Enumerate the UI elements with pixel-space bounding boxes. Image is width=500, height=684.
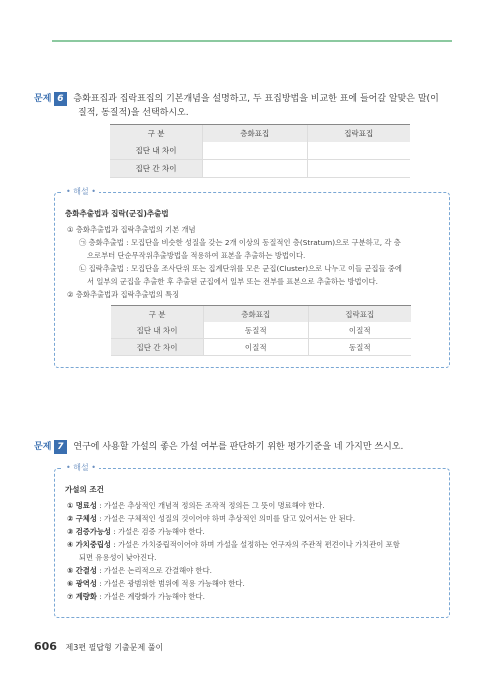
- table-cell: [307, 142, 410, 160]
- table-cell: 집단 내 차이: [110, 142, 203, 160]
- answer-paragraph: 서 일부의 군집을 추출한 후 추출된 군집에서 일부 또는 전부를 표본으로 추출하는 방법이다.: [87, 277, 378, 286]
- answer-paragraph: 으로부터 단순무작위추출방법을 적용하여 표본을 추출하는 방법이다.: [87, 251, 306, 260]
- table-header: 집락표집: [308, 306, 411, 323]
- table-row: [110, 142, 410, 160]
- question-6: [34, 92, 464, 120]
- table-cell: 집단 간 차이: [111, 339, 204, 356]
- question-6-table: [110, 124, 410, 178]
- list-item: ① 명료성 : 가설은 추상적인 개념적 정의든 조작적 정의든 그 뜻이 명료해야 한다.: [67, 501, 325, 510]
- table-header: 집락표집: [307, 125, 410, 143]
- list-item: ⑥ 광역성 : 가설은 광범위한 범위에 적용 가능해야 한다.: [67, 579, 245, 588]
- list-item: ③ 검증가능성 : 가설은 검증 가능해야 한다.: [67, 527, 205, 536]
- answer-6-box: [54, 187, 450, 368]
- table-header: 구 분: [110, 125, 203, 143]
- answer-7-box: [54, 463, 450, 618]
- question-tag: 문제: [34, 442, 52, 452]
- footer-text: 제3편 필답형 기출문제 풀이: [65, 643, 164, 652]
- table-row: [111, 339, 411, 356]
- list-item: ④ 가치중립성 : 가설은 가치중립적이어야 하며 가설을 설정하는 연구자의 주관적 편견이나 가치관이 포함: [67, 540, 400, 549]
- answer-subheading: ② 층화추출법과 집락추출법의 특징: [67, 290, 180, 299]
- table-cell: 동질적: [308, 339, 411, 356]
- answer-title: 가설의 조건: [65, 485, 104, 494]
- table-cell: 이질적: [308, 322, 411, 339]
- list-item: ② 구체성 : 가설은 구체적인 성질의 것이어야 하며 추상적인 의미를 담고 있어서는 안 된다.: [67, 514, 356, 523]
- answer-label: • 해설 •: [63, 186, 99, 197]
- question-number: 7: [54, 440, 66, 454]
- table-cell: [203, 142, 308, 160]
- table-cell: 동질적: [204, 322, 309, 339]
- question-number: 6: [54, 92, 66, 106]
- answer-subheading: ① 층화추출법과 집락추출법의 기본 개념: [67, 225, 196, 234]
- table-cell: 집단 간 차이: [110, 160, 203, 178]
- answer-paragraph: ㉠ 층화추출법 : 모집단을 비슷한 성질을 갖는 2개 이상의 동질적인 층(Stratum)으로 구분하고, 각 층: [79, 238, 401, 247]
- question-tag: 문제: [34, 94, 52, 104]
- question-text: 층화표집과 집락표집의 기본개념을 설명하고, 두 표집방법을 비교한 표에 들어갈 알맞은 말(이: [73, 94, 439, 104]
- table-header: 층화표집: [203, 125, 308, 143]
- table-cell: 집단 내 차이: [111, 322, 204, 339]
- question-text: 연구에 사용할 가설의 좋은 가설 여부를 판단하기 위한 평가기준을 네 가지만 쓰시오.: [73, 442, 404, 452]
- list-item: ⑦ 계량화 : 가설은 계량화가 가능해야 한다.: [67, 592, 205, 601]
- answer-title: 층화추출법과 집락(군집)추출법: [65, 209, 169, 218]
- answer-6-table: [111, 305, 411, 356]
- top-divider: [52, 40, 452, 42]
- list-item: ⑤ 간결성 : 가설은 논리적으로 간결해야 한다.: [67, 566, 212, 575]
- table-cell: 이질적: [204, 339, 309, 356]
- table-header: 층화표집: [204, 306, 309, 323]
- page-number: 606: [34, 640, 57, 653]
- table-cell: [307, 160, 410, 178]
- page-footer: [34, 640, 163, 653]
- answer-paragraph: ㉡ 집락추출법 : 모집단을 조사단위 또는 집계단위를 모은 군집(Cluster)으로 나누고 이들 군집들 중에: [79, 264, 402, 273]
- table-row: [111, 322, 411, 339]
- question-text-cont: 질적, 동질적)을 선택하시오.: [78, 108, 189, 118]
- list-item-cont: 되면 유용성이 낮아진다.: [79, 553, 157, 562]
- table-row: [110, 160, 410, 178]
- table-header: 구 분: [111, 306, 204, 323]
- table-cell: [203, 160, 308, 178]
- answer-label: • 해설 •: [63, 462, 99, 473]
- question-7: [34, 440, 464, 454]
